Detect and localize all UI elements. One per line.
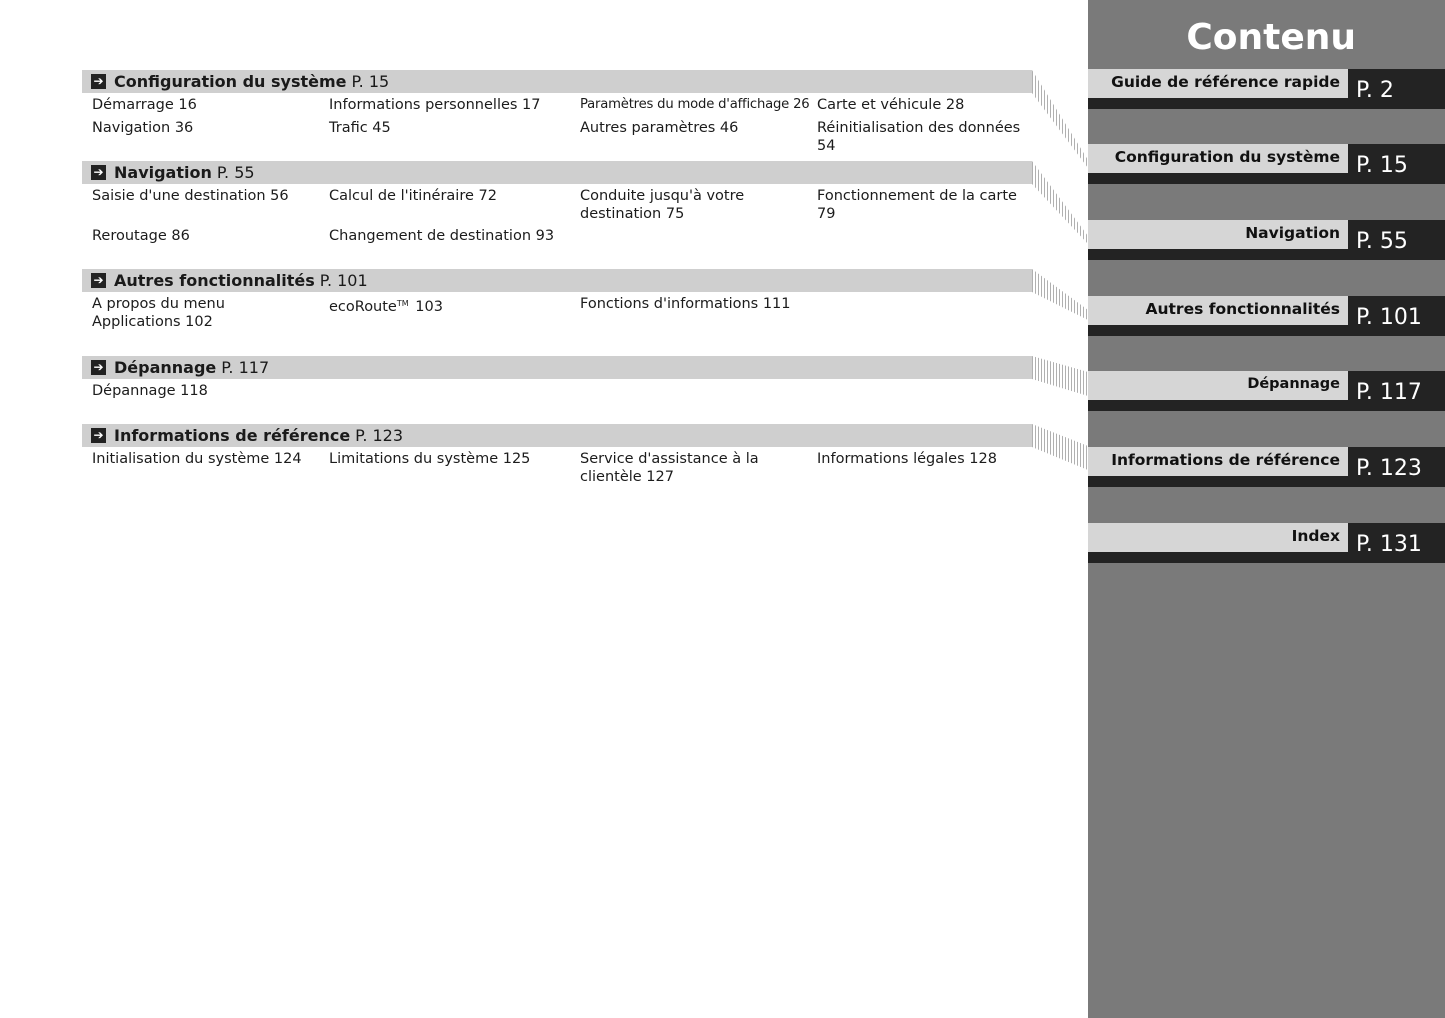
toc-link[interactable]: Service d'assistance à la clientèle 127 xyxy=(580,451,759,485)
tab-label: Guide de référence rapide xyxy=(1111,73,1340,91)
toc-link[interactable]: Réinitialisation des données 54 xyxy=(817,120,1021,154)
section-title: Navigation xyxy=(114,163,212,182)
connector-autres xyxy=(1032,269,1088,320)
tab-page: P. 2 xyxy=(1348,69,1445,109)
contents-sidebar xyxy=(1088,0,1445,1018)
tab-page: P. 131 xyxy=(1348,523,1445,563)
toc-link[interactable]: Paramètres du mode d'affichage 26 xyxy=(580,97,810,112)
tab-label: Configuration du système xyxy=(1114,148,1340,166)
toc-link[interactable]: Carte et véhicule 28 xyxy=(817,97,965,113)
toc-link[interactable]: Fonctions d'informations 111 xyxy=(580,296,791,312)
toc-link[interactable]: Fonctionnement de la carte 79 xyxy=(817,188,1017,222)
section-page-link[interactable]: P. 123 xyxy=(355,426,404,445)
ecoroute-page: 103 xyxy=(410,299,443,315)
connector-navigation xyxy=(1032,161,1088,244)
right-arrow-box-icon: ➔ xyxy=(91,360,106,375)
connector-depannage xyxy=(1032,356,1088,396)
toc-link[interactable]: Initialisation du système 124 xyxy=(92,451,302,467)
connector-informations xyxy=(1032,424,1088,470)
tab-informations-reference[interactable] xyxy=(1088,447,1445,487)
toc-link[interactable]: A propos du menu Applications 102 xyxy=(92,296,225,330)
toc-link[interactable]: Trafic 45 xyxy=(329,120,391,136)
toc-link[interactable]: Calcul de l'itinéraire 72 xyxy=(329,188,497,204)
toc-link[interactable]: Informations personnelles 17 xyxy=(329,97,541,113)
tab-depannage[interactable] xyxy=(1088,371,1445,411)
toc-link[interactable]: Changement de destination 93 xyxy=(329,228,555,244)
toc-link[interactable]: Dépannage 118 xyxy=(92,383,208,399)
tab-label: Informations de référence xyxy=(1111,451,1340,469)
toc-link[interactable]: Conduite jusqu'à votre destination 75 xyxy=(580,188,745,222)
toc-link[interactable]: Saisie d'une destination 56 xyxy=(92,188,289,204)
toc-link[interactable]: Navigation 36 xyxy=(92,120,194,136)
tab-page: P. 123 xyxy=(1348,447,1445,487)
tab-page: P. 117 xyxy=(1348,371,1445,411)
tab-label: Index xyxy=(1291,527,1340,545)
tab-index[interactable] xyxy=(1088,523,1445,563)
tab-configuration[interactable] xyxy=(1088,144,1445,184)
tab-guide-reference[interactable] xyxy=(1088,69,1445,109)
section-title: Configuration du système xyxy=(114,72,347,91)
section-page-link[interactable]: P. 117 xyxy=(221,358,270,377)
tab-page: P. 55 xyxy=(1348,220,1445,260)
tab-label: Dépannage xyxy=(1247,376,1340,392)
tab-autres-fonctionnalites[interactable] xyxy=(1088,296,1445,336)
section-page-link[interactable]: P. 15 xyxy=(351,72,390,91)
section-title: Informations de référence xyxy=(114,426,351,445)
toc-link[interactable]: Limitations du système 125 xyxy=(329,451,531,467)
tab-page: P. 15 xyxy=(1348,144,1445,184)
sidebar-title: Contenu xyxy=(1186,17,1356,58)
section-title: Autres fonctionnalités xyxy=(114,271,315,290)
right-arrow-box-icon: ➔ xyxy=(91,74,106,89)
ecoroute-label: ecoRoute xyxy=(329,299,397,315)
toc-link[interactable]: Reroutage 86 xyxy=(92,228,190,244)
tab-navigation[interactable] xyxy=(1088,220,1445,260)
toc-link[interactable]: Autres paramètres 46 xyxy=(580,120,739,136)
connector-configuration xyxy=(1032,70,1088,168)
tab-label: Autres fonctionnalités xyxy=(1145,300,1340,318)
section-title: Dépannage xyxy=(114,358,217,377)
section-page-link[interactable]: P. 55 xyxy=(216,163,255,182)
trademark-mark: TM xyxy=(396,299,409,308)
tab-page: P. 101 xyxy=(1348,296,1445,336)
toc-link[interactable]: Informations légales 128 xyxy=(817,451,997,467)
tab-label: Navigation xyxy=(1245,224,1340,242)
toc-link[interactable]: Démarrage 16 xyxy=(92,97,197,113)
section-page-link[interactable]: P. 101 xyxy=(319,271,368,290)
right-arrow-box-icon: ➔ xyxy=(91,428,106,443)
right-arrow-box-icon: ➔ xyxy=(91,273,106,288)
right-arrow-box-icon: ➔ xyxy=(91,165,106,180)
